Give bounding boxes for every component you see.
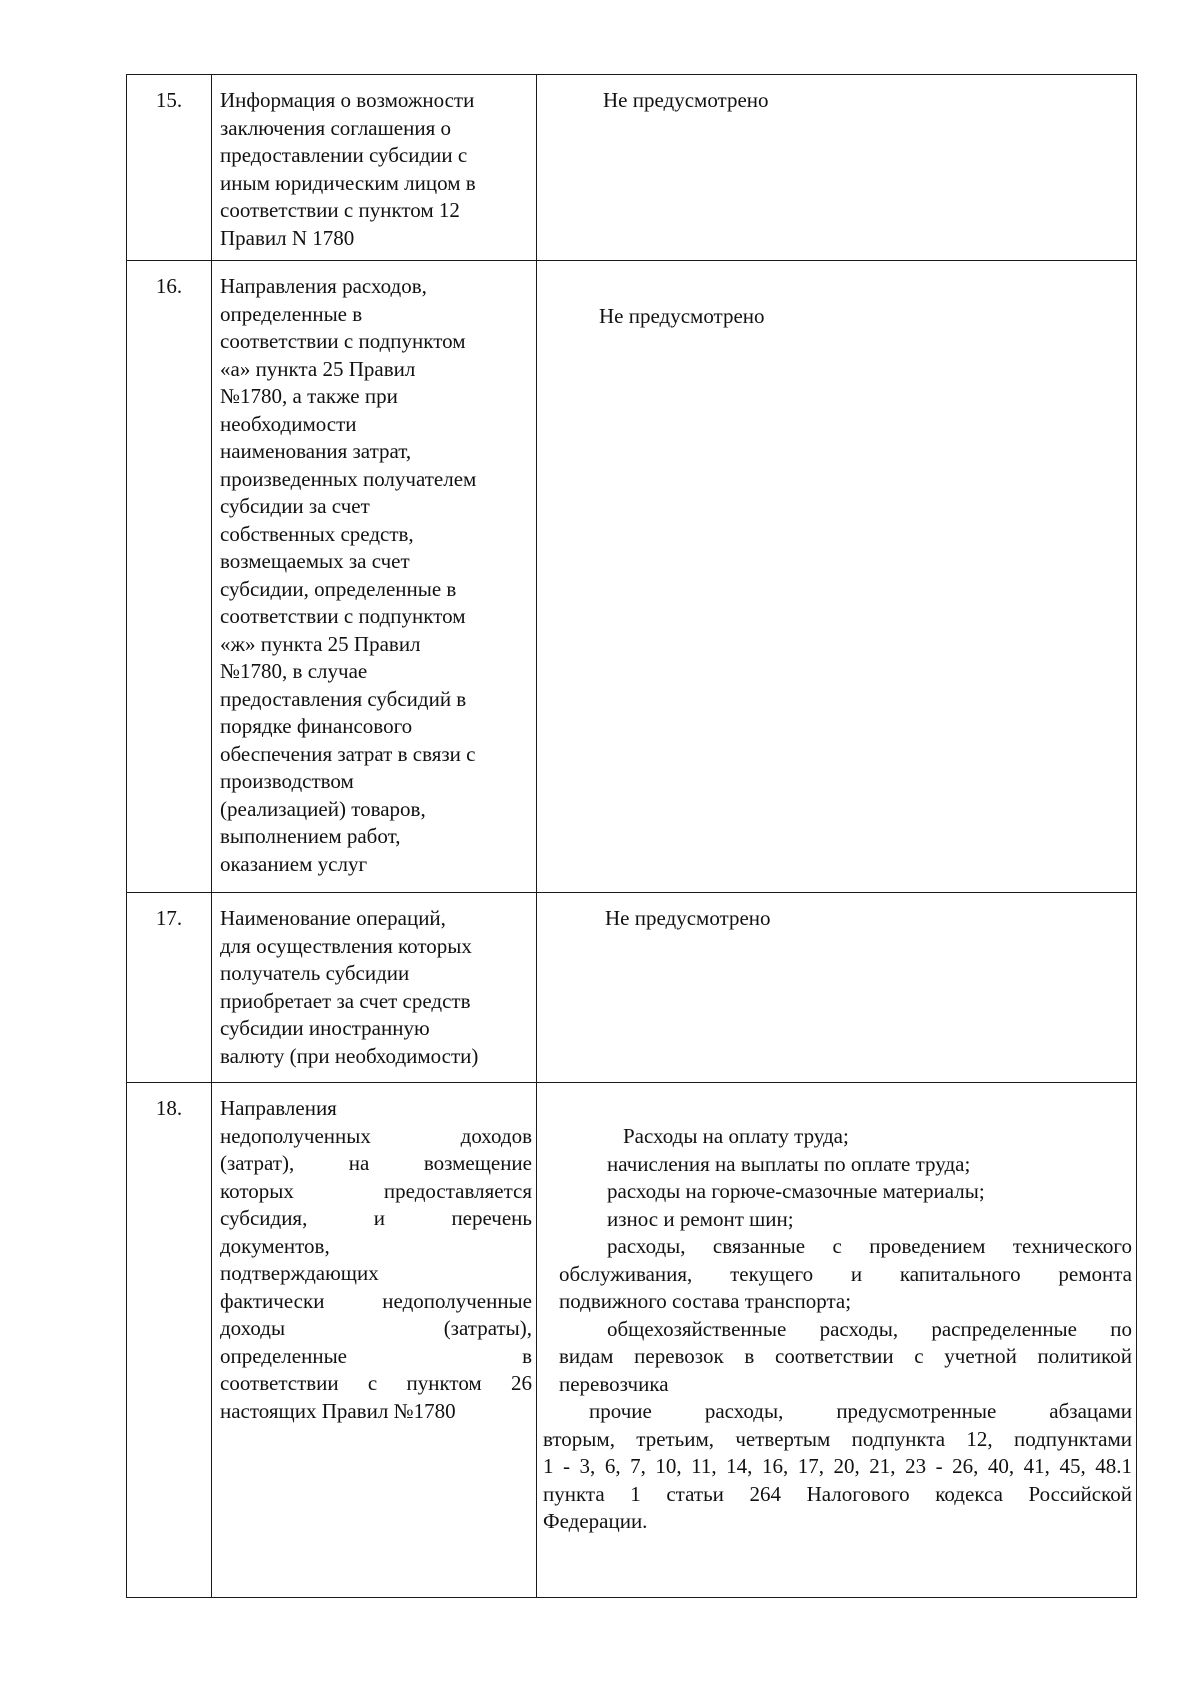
description-line: определенные в (220, 1343, 532, 1368)
description-line: Направления расходов, (220, 274, 427, 298)
description-line: «ж» пункта 25 Правил (220, 631, 421, 656)
description-line: определенные в (220, 301, 363, 326)
expense-line: видам перевозок в соответствии с учетной политикой (559, 1344, 1132, 1368)
description-line: валюту (при необходимости) (220, 1043, 479, 1068)
expense-line: прочие расходы, предусмотренные абзацами (589, 1399, 1132, 1423)
expense-line: подвижного состава транспорта; (559, 1289, 852, 1313)
description-line: недополученных доходов (220, 1123, 532, 1148)
description-line: наименования затрат, (220, 439, 412, 463)
row-value: Не предусмотрено (537, 75, 1137, 261)
description-line: субсидии иностранную (220, 1016, 430, 1040)
description-line: необходимости (220, 411, 357, 436)
description-line: возмещаемых за счет (220, 549, 410, 573)
description-line: соответствии с пунктом 12 (220, 198, 460, 222)
expense-line: расходы, связанные с проведением технического (607, 1234, 1132, 1258)
row-value (537, 1083, 1137, 1598)
expense-line: износ и ремонт шин; (607, 1206, 794, 1231)
description-line: заключения соглашения о (220, 115, 451, 140)
description-line: Правил N 1780 (220, 225, 355, 250)
description-line: произведенных получателем (220, 466, 477, 491)
description-line: Информация о возможности (220, 88, 475, 112)
description-line: выполнением работ, (220, 824, 401, 848)
description-line: субсидия, и перечень (220, 1206, 532, 1230)
description-line: субсидии, определенные в (220, 576, 457, 601)
expense-line: начисления на выплаты по оплате труда; (607, 1151, 971, 1176)
expense-line: пункта 1 статьи 264 Налогового кодекса Российской (543, 1481, 1132, 1506)
description-line: соответствии с пунктом 26 (220, 1371, 532, 1395)
description-line: получатель субсидии (220, 961, 410, 985)
expense-line: расходы на горюче-смазочные материалы; (607, 1179, 985, 1203)
description-line: порядке финансового (220, 714, 413, 738)
description-line: «а» пункта 25 Правил (220, 356, 416, 381)
description-line: Направления (220, 1096, 337, 1120)
row-description (212, 1083, 537, 1598)
row-value: Не предусмотрено (537, 893, 1137, 1083)
description-line: оказанием услуг (220, 851, 368, 876)
description-line: соответствии с подпунктом (220, 604, 466, 628)
row-number: 18. (127, 1083, 212, 1598)
description-line: доходы (затраты), (220, 1316, 532, 1340)
description-line: субсидии за счет (220, 494, 370, 518)
description-line: (затрат), на возмещение (220, 1151, 532, 1175)
description-line: которых предоставляется (220, 1178, 532, 1203)
document-sheet (126, 74, 1137, 1597)
description-line: подтверждающих (220, 1261, 379, 1285)
row-description (212, 261, 537, 893)
description-line: соответствии с подпунктом (220, 329, 466, 353)
description-line: для осуществления которых (220, 933, 472, 958)
expense-line: вторым, третьим, четвертым подпункта 12, подпунктами (543, 1426, 1132, 1451)
expense-line: Расходы на оплату труда; (623, 1124, 849, 1148)
description-line: документов, (220, 1233, 330, 1258)
row-description (212, 893, 537, 1083)
table-row (127, 1083, 1137, 1598)
expense-line: общехозяйственные расходы, распределенные по (607, 1316, 1132, 1341)
row-number: 16. (127, 261, 212, 893)
description-line: приобретает за счет средств (220, 988, 471, 1013)
description-line: иным юридическим лицом в (220, 170, 476, 195)
description-line: фактически недополученные (220, 1288, 532, 1313)
expense-line: 1 - 3, 6, 7, 10, 11, 14, 16, 17, 20, 21, 23 - 26, 40, 41, 45, 48.1 (543, 1454, 1132, 1478)
row-number: 17. (127, 893, 212, 1083)
description-line: №1780, в случае (220, 659, 368, 683)
description-line: собственных средств, (220, 521, 414, 546)
table-row (127, 261, 1137, 893)
table-row (127, 75, 1137, 261)
expense-line: обслуживания, текущего и капитального ремонта (559, 1261, 1132, 1286)
table-row (127, 893, 1137, 1083)
expense-line: Федерации. (543, 1509, 648, 1533)
row-description (212, 75, 537, 261)
description-line: предоставлении субсидии с (220, 143, 468, 167)
description-line: предоставления субсидий в (220, 686, 467, 711)
conditions-table (126, 74, 1137, 1598)
expense-line: перевозчика (559, 1371, 669, 1396)
description-line: настоящих Правил №1780 (220, 1398, 456, 1423)
row-value: Не предусмотрено (537, 261, 1137, 893)
description-line: №1780, а также при (220, 384, 398, 408)
description-line: производством (220, 769, 354, 793)
description-line: обеспечения затрат в связи с (220, 741, 476, 766)
row-number: 15. (127, 75, 212, 261)
description-line: (реализацией) товаров, (220, 796, 426, 821)
description-line: Наименование операций, (220, 906, 446, 930)
